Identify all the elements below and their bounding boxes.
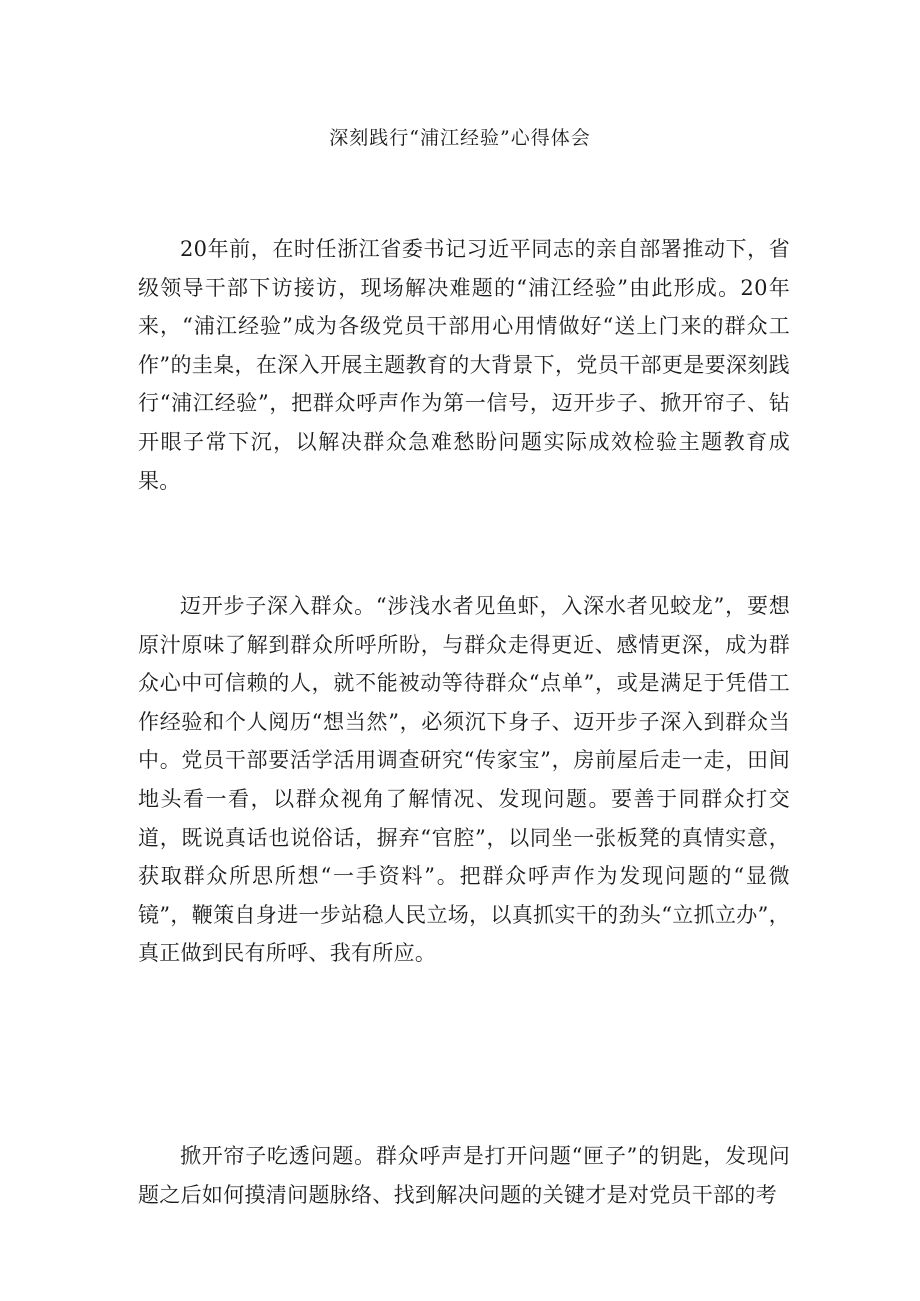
paragraph-step-into-masses: 迈开步子深入群众。“涉浅水者见鱼虾，入深水者见蛟龙”，要想原汁原味了解到群众所呼所盼，与群众走得更近、感情更深，成为群众心中可信赖的人，就不能被动等待群众“点单”，或是满足于凭借工作经验和个人阅历“想当然”，必须沉下身子、迈开步子深入到群众当中。党员干部要活学活用调查研究“传家宝”，房前屋后走一走，田间地头看一看，以群众视角了解情况、发现问题。要善于同群众打交道，既说真话也说俗话，摒弃“官腔”，以同坐一张板凳的真情实意，获取群众所思所想“一手资料”。把群众呼声作为发现问题的“显微镜”，鞭策自身进一步站稳人民立场，以真抓实干的劲头“立抓立办”，真正做到民有所呼、我有所应。 [138,594,790,966]
paragraph-intro: 20年前，在时任浙江省委书记习近平同志的亲自部署推动下，省级领导干部下访接访，现场解决难题的“浦江经验”由此形成。20年来，“浦江经验”成为各级党员干部用心用情做好“送上门来的群众工作”的圭臬，在深入开展主题教育的大背景下，党员干部更是要深刻践行“浦江经验”，把群众呼声作为第一信号，迈开步子、掀开帘子、钻开眼子常下沉，以解决群众急难愁盼问题实际成效检验主题教育成果。 [138,237,790,493]
document-title: 深刻践行“浦江经验”心得体会 [329,127,591,149]
paragraph-understand-problems: 掀开帘子吃透问题。群众呼声是打开问题“匣子”的钥匙，发现问题之后如何摸清问题脉络、找到解决问题的关键才是对党员干部的考 [138,1144,790,1207]
